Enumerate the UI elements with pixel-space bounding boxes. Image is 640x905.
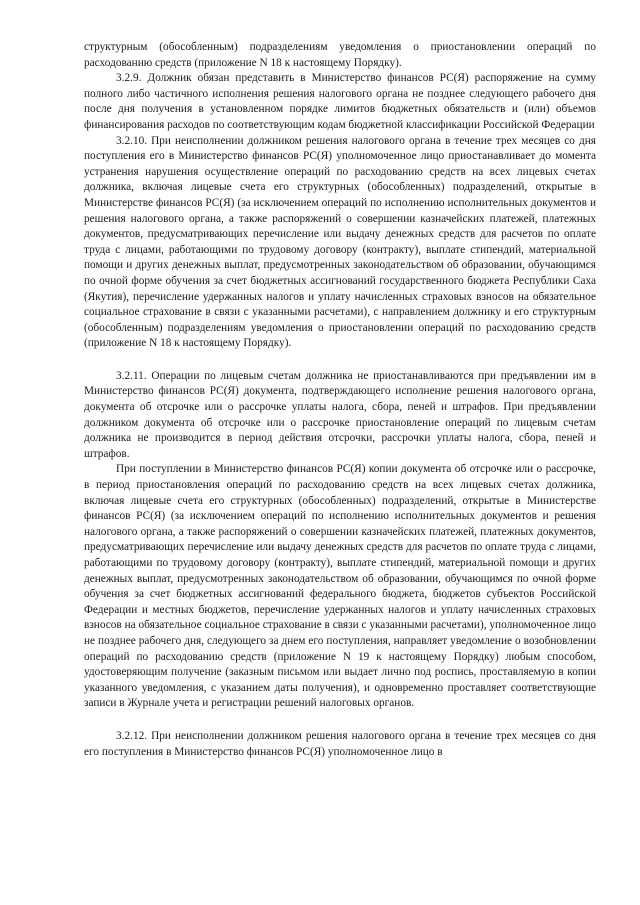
paragraph-continuation: структурным (обособленным) подразделениям уведомления о приостановлении операций по расходованию средств (приложение N 18 к настоящему Порядку). (84, 41, 596, 69)
paragraph-gap (84, 712, 596, 729)
paragraph-gap (84, 352, 596, 369)
paragraph-3-2-9: 3.2.9. Должник обязан представить в Министерство финансов РС(Я) распоряжение на сумму полного либо частичного исполнения решения налогового органа не позднее следующего рабочего дня после дня получения в установленном порядке лимитов бюджетных обязательств и (или) объемов финансирования расходов по соответствующим кодам бюджетной классификации Российской Федерации (84, 72, 596, 131)
paragraph-3-2-12: 3.2.12. При неисполнении должником решения налогового органа в течение трех месяцев со дня его поступления в Министерство финансов РС(Я) уполномоченное лицо в (84, 729, 596, 758)
paragraph-deferral-notice: При поступлении в Министерство финансов РС(Я) копии документа об отсрочке или о рассрочке, в период приостановления операций по расходованию средств на всех лицевых счетах должника, включая лицевые счета его структурных (обособленных) подразделений, открытые в Министерстве финансов РС(Я) (за исключением операций по исполнению исполнительных документов и решения налогового органа, а также распоряжений о совершении казначейских платежей, платежных документов, предусматривающих перечисление или выдачу денежных средств для расчетов по оплате труда с лицами, работающими по трудовому договору (контракту), выплате стипендий, материальной помощи и других денежных выплат, предусмотренных законодательством об образовании, обучающимся по очной форме обучения за счет бюджетных ассигнований федерального бюджета, бюджетов субъектов Российской Федерации и местных бюджетов, перечисление удержанных налогов и уплату начисленных страховых взносов на обязательное социальное страхование в связи с указанными расчетами), уполномоченное лицо не позднее рабочего дня, следующего за днем его поступления, направляет уведомление о возобновлении операций по расходованию средств (приложение N 19 к настоящему Порядку) любым способом, удостоверяющим получение (заказным письмом или выдает лично под роспись, проставляемую в копии указанного уведомления, с указанием даты получения), и одновременно проставляет соответствующие записи в Журнале учета и регистрации решений налоговых органов. (84, 463, 596, 710)
paragraph-3-2-10: 3.2.10. При неисполнении должником решения налогового органа в течение трех месяцев со дня поступления его в Министерство финансов РС(Я) уполномоченное лицо приостанавливает до момента устранения нарушения осуществление операций по расходованию средств на всех лицевых счетах должника, включая лицевые счета его структурных (обособленных) подразделений, открытые в Министерстве финансов РС(Я) (за исключением операций по исполнению исполнительных документов и решения налогового органа, а также распоряжений о совершении казначейских платежей, платежных документов, предусматривающих перечисление или выдачу денежных средств для расчетов по оплате труда с лицами, работающими по трудовому договору (контракту), выплате стипендий, материальной помощи и других денежных выплат, предусмотренных законодательством об образовании, обучающимся по очной форме обучения за счет бюджетных ассигнований государственного бюджета Республики Саха (Якутия), перечисление удержанных налогов и уплату начисленных страховых взносов на обязательное социальное страхование в связи с указанными расчетами), с направлением должнику и его структурным (обособленным) подразделениям уведомления о приостановлении операций по расходованию средств (приложение N 18 к настоящему Порядку). (84, 134, 596, 350)
paragraph-3-2-11: 3.2.11. Операции по лицевым счетам должника не приостанавливаются при предъявлении им в Министерство финансов РС(Я) документа, подтверждающего исполнение решения налогового органа, документа об отсрочке или о рассрочке уплаты налога, сбора, пеней и штрафов. При предъявлении должником документа об отсрочке или о рассрочке приостановление операций по лицевым счетам должника не производится в период действия отсрочки, рассрочки уплаты налога, сбора, пеней и штрафов. (84, 369, 596, 460)
